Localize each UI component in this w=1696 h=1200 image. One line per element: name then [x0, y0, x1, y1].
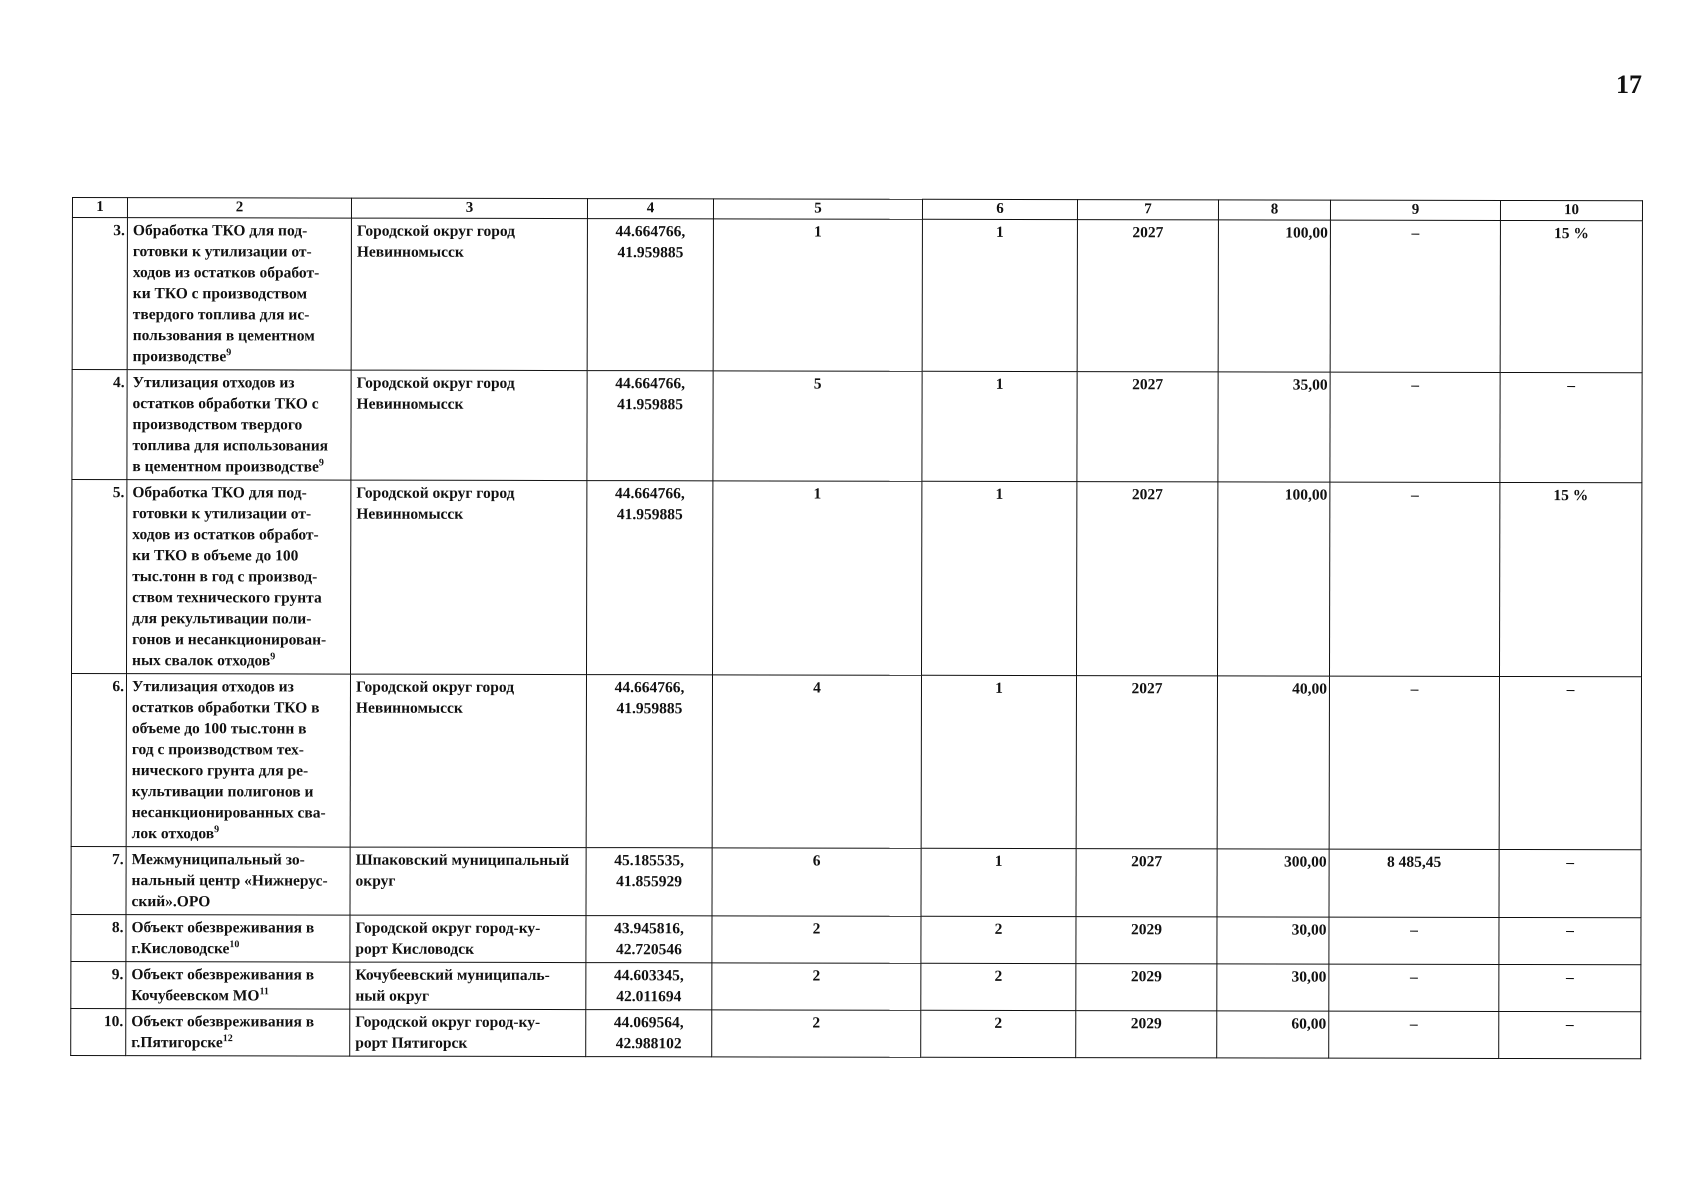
table-row [71, 914, 1641, 964]
row-number: 9. [111, 966, 124, 984]
column-header-3: 3 [351, 198, 587, 218]
facilities-table [70, 197, 1643, 1059]
municipality: Кочубеевский муниципаль- ный округ [355, 966, 550, 1005]
column-6-value: 1 [995, 485, 1004, 503]
object-name-cell [126, 915, 350, 962]
column-header-5: 5 [713, 199, 922, 219]
municipality-cell [350, 915, 586, 962]
row-number: 7. [111, 851, 124, 869]
column-6-value: 1 [996, 223, 1004, 241]
column-6-value: 1 [995, 679, 1003, 697]
year-cell [1076, 482, 1217, 676]
year: 2027 [1131, 853, 1163, 871]
municipality-cell [351, 370, 587, 480]
coordinates: 45.185535, 41.855929 [614, 852, 685, 891]
footnote-marker: 9 [270, 651, 276, 663]
capacity: 60,00 [1291, 1015, 1327, 1033]
footnote-marker: 10 [229, 939, 240, 951]
facilities-table-container [70, 197, 1642, 1059]
municipality-cell [351, 480, 587, 674]
municipality-cell [350, 847, 586, 915]
coordinates-cell [586, 916, 712, 963]
row-number: 5. [112, 484, 125, 502]
column-6-value-cell [922, 371, 1077, 481]
capacity: 30,00 [1291, 921, 1327, 939]
year-cell [1076, 849, 1217, 917]
column-10-value: – [1565, 969, 1574, 987]
footnote-marker: 9 [226, 347, 232, 359]
capacity-cell [1217, 964, 1329, 1011]
column-10-value: 15 % [1553, 487, 1589, 505]
table-row [72, 218, 1642, 373]
column-5-value: 5 [813, 375, 822, 393]
column-header-6: 6 [922, 199, 1077, 219]
footnote-marker: 11 [259, 986, 269, 998]
column-5-value-cell [712, 675, 921, 848]
column-10-value-cell [1500, 220, 1642, 372]
column-10-value-cell [1499, 1011, 1641, 1058]
year-cell [1076, 917, 1217, 964]
column-6-value-cell [921, 916, 1076, 963]
municipality: Городской округ город-ку- рорт Пятигорск [355, 1013, 541, 1052]
column-6-value-cell [922, 481, 1077, 675]
object-name: Объект обезвреживания в г.Кисловодске [131, 919, 315, 958]
year-cell [1077, 372, 1218, 482]
object-name-cell [126, 847, 350, 915]
column-header-8: 8 [1218, 200, 1330, 220]
coordinates-cell [586, 848, 712, 916]
column-6-value-cell [921, 848, 1076, 916]
coordinates-cell [587, 481, 713, 675]
municipality-cell [351, 218, 587, 370]
column-10-value-cell [1499, 676, 1641, 849]
column-10-value-cell [1499, 849, 1641, 917]
capacity-cell [1218, 220, 1330, 372]
coordinates: 44.664766, 41.959885 [615, 223, 686, 262]
page-number: 17 [1616, 70, 1642, 99]
coordinates: 44.664766, 41.959885 [614, 679, 685, 718]
capacity: 40,00 [1292, 680, 1327, 698]
object-name-cell [127, 370, 351, 480]
column-5-value: 2 [812, 920, 821, 938]
year: 2027 [1131, 486, 1163, 504]
municipality: Городской округ город Невинномысск [356, 222, 516, 261]
column-5-value: 2 [812, 967, 821, 985]
table-row [71, 1008, 1641, 1058]
year-cell [1077, 220, 1218, 372]
coordinates: 43.945816, 42.720546 [614, 920, 684, 959]
municipality: Городской округ город Невинномысск [356, 484, 515, 523]
column-header-9: 9 [1330, 200, 1500, 220]
capacity: 100,00 [1284, 486, 1328, 504]
column-6-value-cell [921, 675, 1076, 848]
column-9-value: – [1409, 968, 1418, 986]
column-10-value: 15 % [1553, 225, 1589, 243]
capacity-cell [1218, 372, 1330, 482]
object-name-cell [126, 1009, 350, 1056]
column-9-value-cell [1329, 964, 1499, 1011]
column-10-value: – [1565, 1016, 1574, 1034]
municipality: Городской округ город Невинномысск [356, 374, 515, 413]
row-number: 4. [112, 374, 125, 392]
column-10-value: – [1566, 681, 1575, 699]
object-name-cell [126, 962, 350, 1009]
column-9-value: – [1411, 376, 1420, 394]
column-5-value-cell [712, 848, 921, 916]
column-header-10: 10 [1500, 200, 1642, 220]
coordinates: 44.664766, 41.959885 [615, 375, 686, 414]
municipality: Шпаковский муниципальный округ [355, 851, 570, 890]
column-9-value-cell [1329, 482, 1499, 676]
object-name: Обработка ТКО для под- готовки к утилизации от- ходов из остатков обработ- ки ТКО с производством твердого топлива для ис- пользования в цементном производстве [132, 222, 320, 366]
column-10-value: – [1566, 922, 1574, 940]
capacity: 35,00 [1292, 376, 1328, 394]
row-number-cell [71, 674, 126, 847]
year: 2029 [1130, 921, 1162, 939]
column-5-value-cell [712, 1010, 921, 1057]
coordinates-cell [587, 371, 713, 481]
object-name-cell [127, 218, 351, 370]
column-5-value-cell [712, 963, 921, 1010]
column-9-value: – [1411, 224, 1420, 242]
year: 2027 [1132, 376, 1164, 394]
column-5-value: 6 [812, 852, 821, 870]
column-5-value: 4 [813, 679, 821, 697]
column-9-value-cell [1329, 849, 1499, 917]
capacity-cell [1217, 1011, 1329, 1058]
capacity: 100,00 [1285, 224, 1328, 242]
municipality-cell [350, 674, 586, 847]
municipality: Городской округ город-ку- рорт Кисловодск [355, 919, 541, 958]
capacity-cell [1217, 676, 1329, 849]
column-6-value-cell [922, 219, 1077, 371]
column-5-value-cell [713, 219, 922, 371]
row-number-cell [71, 846, 126, 914]
object-name: Межмуниципальный зо- нальный центр «Нижнерус- ский».ОРО [131, 851, 328, 911]
coordinates: 44.069564, 42.988102 [613, 1014, 684, 1053]
coordinates: 44.603345, 42.011694 [613, 967, 684, 1006]
table-row [72, 370, 1642, 483]
capacity-cell [1217, 482, 1329, 676]
column-10-value-cell [1500, 372, 1642, 482]
capacity: 30,00 [1291, 968, 1327, 986]
column-10-value-cell [1499, 917, 1641, 964]
column-6-value: 2 [994, 1014, 1003, 1032]
column-9-value-cell [1329, 676, 1499, 849]
column-9-value: – [1409, 1015, 1418, 1033]
coordinates-cell [587, 219, 713, 371]
capacity: 300,00 [1283, 853, 1327, 871]
row-number-cell [72, 370, 127, 480]
column-6-value: 1 [995, 375, 1004, 393]
column-header-2: 2 [127, 198, 351, 218]
year-cell [1076, 676, 1217, 849]
row-number-cell [72, 480, 127, 674]
object-name: Объект обезвреживания в Кочубеевском МО [131, 966, 315, 1005]
table-row [71, 961, 1641, 1011]
column-5-value: 2 [812, 1014, 821, 1032]
row-number: 10. [103, 1013, 124, 1031]
column-5-value-cell [713, 371, 922, 481]
column-9-value: 8 485,45 [1386, 853, 1442, 871]
object-name-cell [126, 674, 350, 847]
column-6-value: 2 [994, 967, 1003, 985]
column-header-4: 4 [587, 199, 713, 219]
coordinates-cell [586, 963, 712, 1010]
table-row [71, 846, 1641, 917]
column-9-value: – [1410, 921, 1418, 939]
row-number-cell [71, 914, 126, 961]
coordinates-cell [586, 675, 712, 848]
column-5-value: 1 [813, 485, 822, 503]
column-9-value-cell [1329, 917, 1499, 964]
row-number: 3. [113, 222, 125, 240]
column-header-1: 1 [72, 198, 127, 218]
object-name: Утилизация отходов из остатков обработки ТКО с производством твердого топлива для использования в цементном производстве [132, 374, 329, 476]
capacity-cell [1217, 849, 1329, 917]
footnote-marker: 12 [222, 1033, 233, 1045]
object-name: Обработка ТКО для под- готовки к утилизации от- ходов из остатков обработ- ки ТКО в объеме до 100 тыс.тонн в год с производ- ством технического грунта для рекультивации поли- гонов и несанкционирован- ных свалок отходов [132, 484, 327, 670]
municipality-cell [350, 962, 586, 1009]
row-number: 6. [112, 678, 124, 696]
column-10-value: – [1567, 377, 1576, 395]
row-number-cell [71, 961, 126, 1008]
object-name-cell [127, 480, 351, 674]
row-number-cell [71, 1008, 126, 1055]
coordinates: 44.664766, 41.959885 [614, 485, 685, 524]
column-5-value-cell [713, 481, 922, 675]
column-10-value-cell [1499, 482, 1641, 676]
capacity-cell [1217, 917, 1329, 964]
year-cell [1076, 964, 1217, 1011]
column-9-value-cell [1330, 220, 1500, 372]
column-9-value: – [1410, 680, 1419, 698]
footnote-marker: 9 [214, 824, 220, 836]
column-9-value-cell [1329, 1011, 1499, 1058]
year: 2029 [1130, 968, 1162, 986]
object-name: Объект обезвреживания в г.Пятигорске [131, 1013, 315, 1052]
column-10-value: – [1566, 854, 1575, 872]
column-9-value: – [1410, 486, 1419, 504]
column-9-value-cell [1330, 372, 1500, 482]
column-5-value: 1 [814, 223, 822, 241]
coordinates-cell [586, 1010, 712, 1057]
column-6-value-cell [921, 963, 1076, 1010]
year: 2029 [1130, 1015, 1162, 1033]
municipality-cell [350, 1009, 586, 1056]
municipality: Городской округ город Невинномысск [355, 678, 515, 717]
row-number: 8. [111, 919, 124, 937]
column-10-value-cell [1499, 964, 1641, 1011]
object-name: Утилизация отходов из остатков обработки ТКО в объеме до 100 тыс.тонн в год с производством тех- нического грунта для ре- культивации полигонов и несанкционированных сва- лок отходов [131, 678, 326, 843]
column-6-value: 1 [994, 852, 1003, 870]
footnote-marker: 9 [318, 457, 324, 469]
year: 2027 [1131, 680, 1163, 698]
table-row [72, 480, 1642, 677]
column-5-value-cell [712, 916, 921, 963]
column-6-value: 2 [994, 920, 1003, 938]
year-cell [1076, 1011, 1217, 1058]
row-number-cell [72, 218, 127, 370]
year: 2027 [1132, 224, 1164, 242]
column-6-value-cell [921, 1010, 1076, 1057]
table-row [71, 674, 1641, 850]
column-header-7: 7 [1077, 200, 1218, 220]
